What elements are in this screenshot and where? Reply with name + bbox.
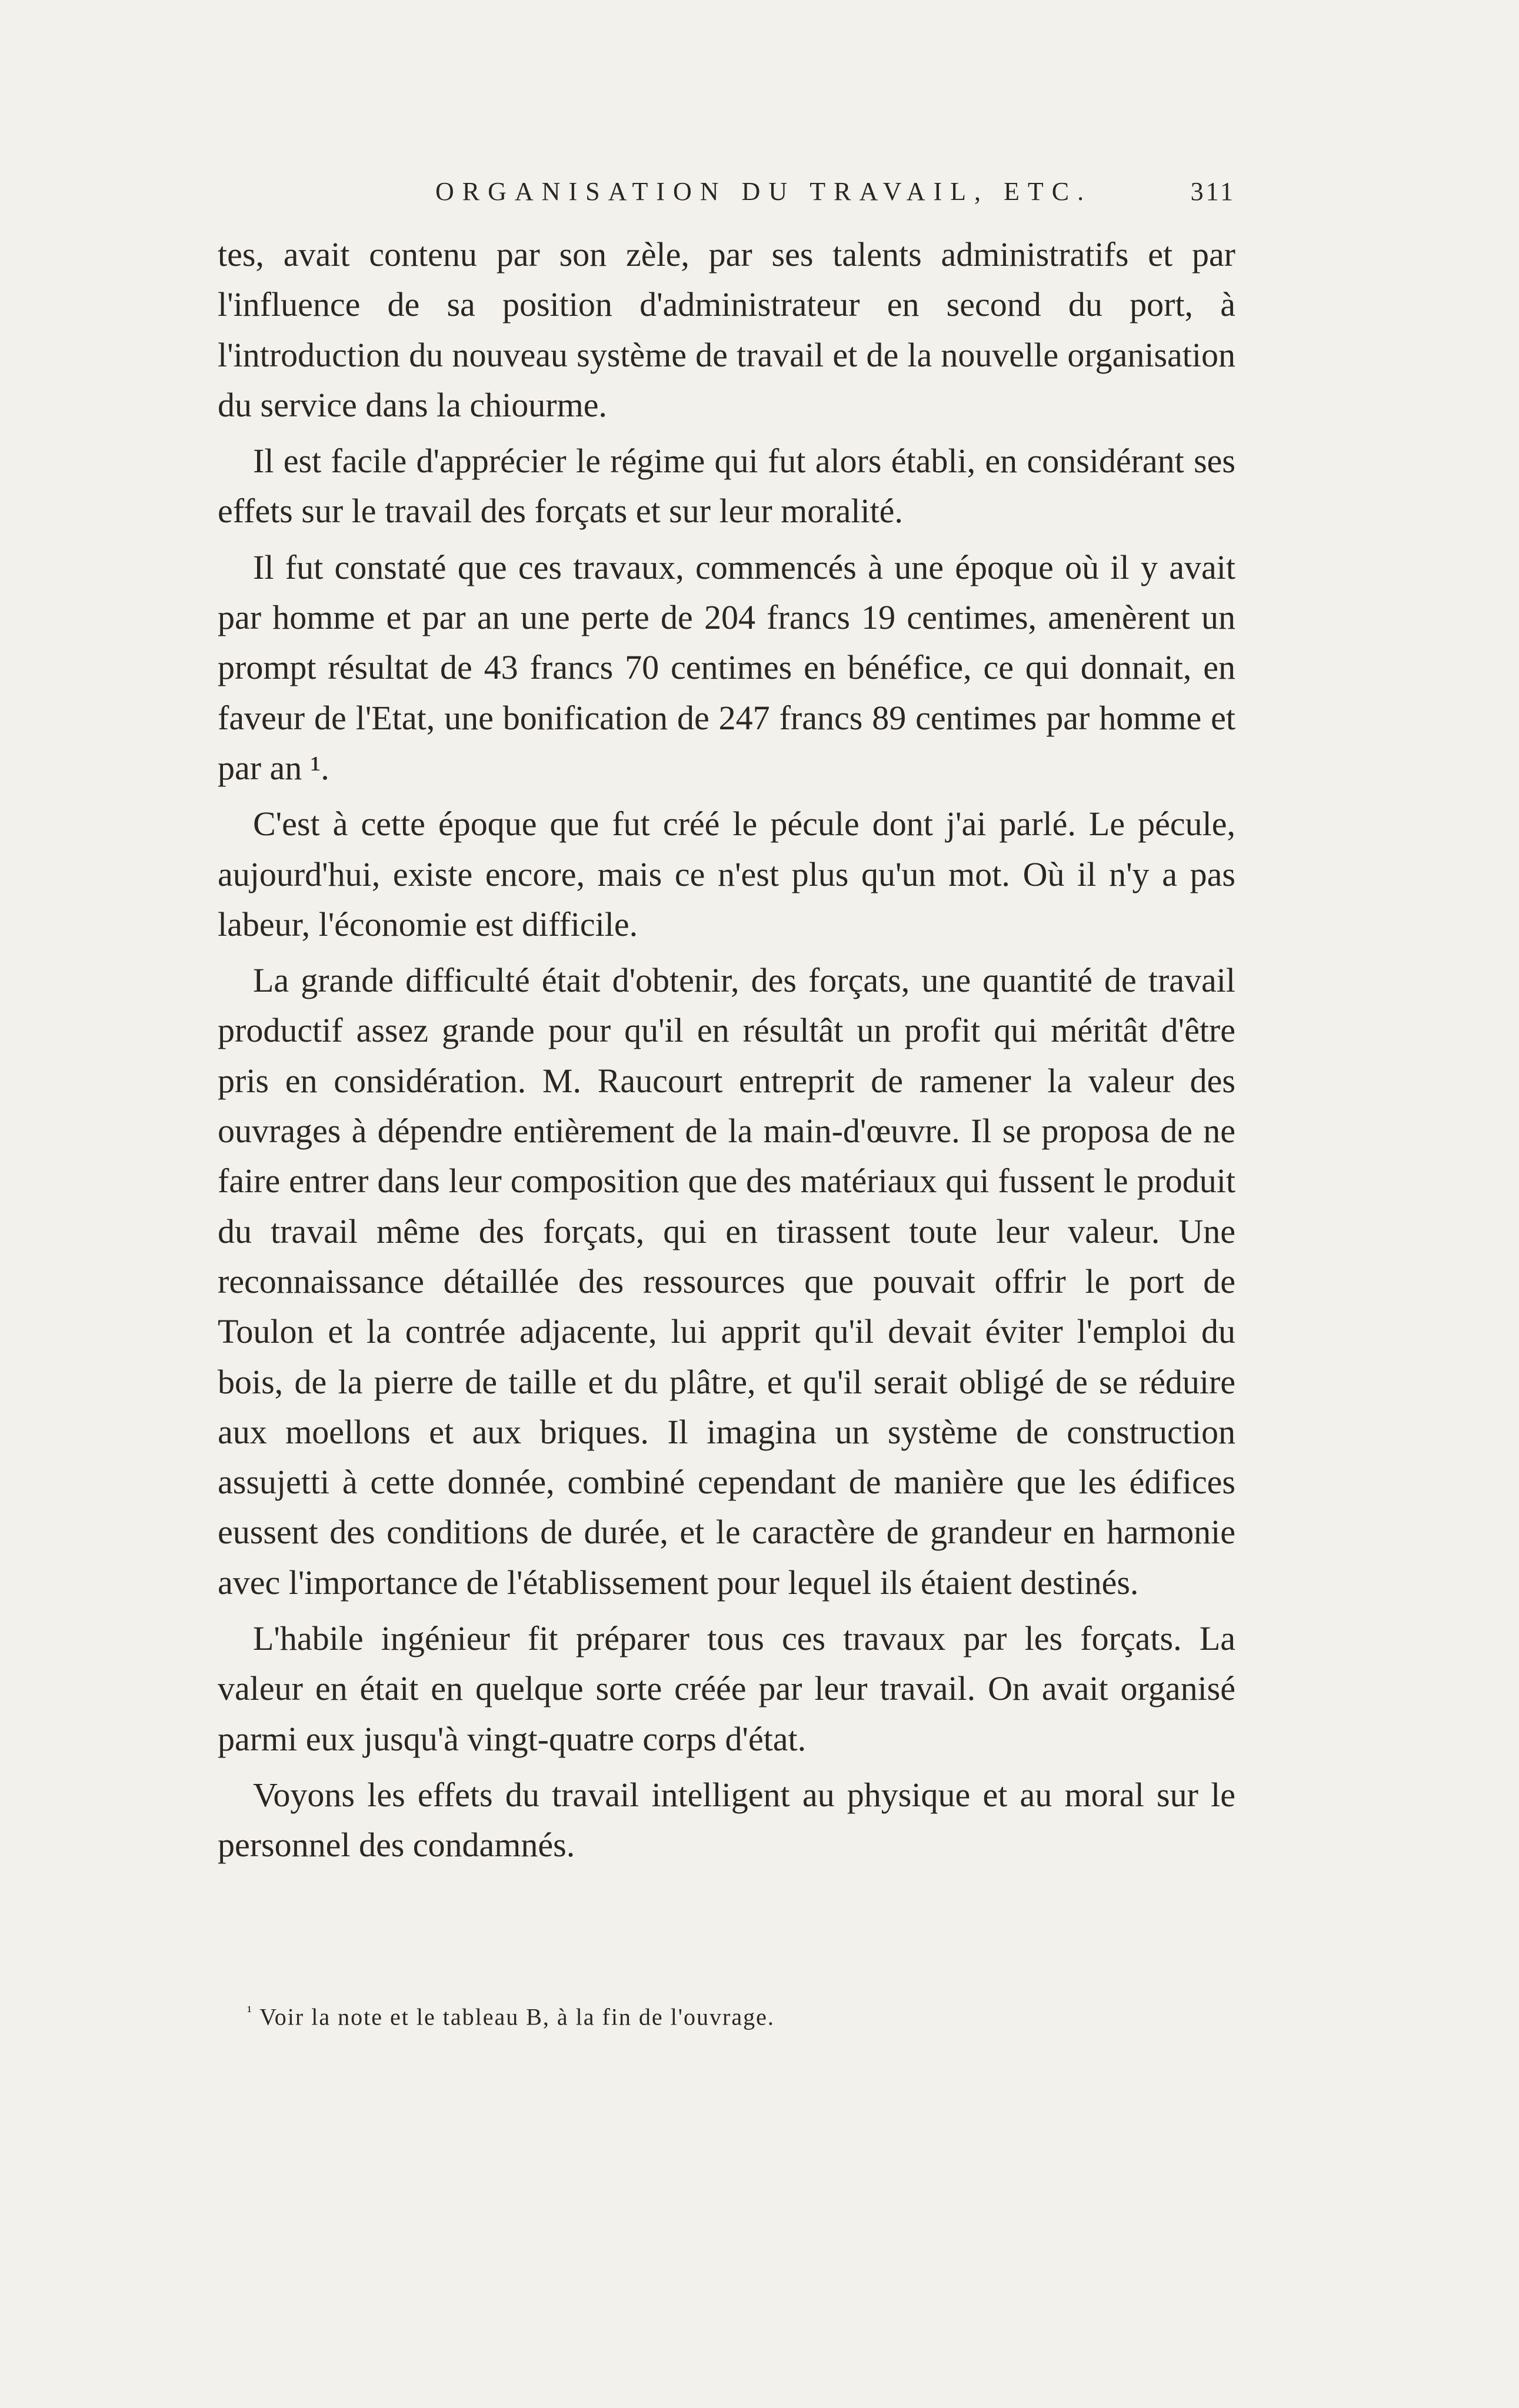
page-number: 311	[1190, 177, 1235, 206]
paragraph-6: L'habile ingénieur fit préparer tous ces travaux par les forçats. La valeur en était en quelque sorte créée par leur travail. On avait organisé parmi eux jusqu'à vingt-quatre corps d'état.	[218, 1619, 1235, 1758]
paragraph-2: Il est facile d'apprécier le régime qui fut alors établi, en considérant ses effets sur le travail des forçats et sur leur moralité.	[218, 442, 1235, 531]
paragraph-4: C'est à cette époque que fut créé le pécule dont j'ai parlé. Le pécule, aujourd'hui, existe encore, mais ce n'est plus qu'un mot. Où il n'y a pas labeur, l'économie est difficile.	[218, 805, 1235, 943]
footnote-text: Voir la note et le tableau B, à la fin de l'ouvrage.	[259, 2003, 775, 2030]
footnote-marker: ¹	[247, 2003, 253, 2020]
paragraph-3: Il fut constaté que ces travaux, commencés à une époque où il y avait par homme et par an une perte de 204 francs 19 centimes, amenèrent un prompt résultat de 43 francs 70 centimes en bénéfice, ce qui donnait, en faveur de l'Etat, une bonification de 247 francs 89 centimes par homme et par an ¹.	[218, 548, 1235, 787]
running-title: ORGANISATION DU TRAVAIL, ETC.	[435, 177, 1092, 206]
body-text	[218, 229, 1235, 1870]
paragraph-5: La grande difficulté était d'obtenir, des forçats, une quantité de travail productif assez grande pour qu'il en résultât un profit qui méritât d'être pris en considération. M. Raucourt entreprit de ramener la valeur des ouvrages à dépendre entièrement de la main-d'œuvre. Il se proposa de ne faire entrer dans leur composition que des matériaux qui fussent le produit du travail même des forçats, qui en tirassent toute leur valeur. Une reconnaissance détaillée des ressources que pouvait offrir le port de Toulon et la contrée adjacente, lui apprit qu'il devait éviter l'emploi du bois, de la pierre de taille et du plâtre, et qu'il serait obligé de se réduire aux moellons et aux briques. Il imagina un système de construction assujetti à cette donnée, combiné cependant de manière que les édifices eussent des conditions de durée, et le caractère de grandeur en harmonie avec l'importance de l'établissement pour lequel ils étaient destinés.	[218, 961, 1235, 1602]
paragraph-7: Voyons les effets du travail intelligent au physique et au moral sur le personnel des condamnés.	[218, 1775, 1235, 1865]
paragraph-1: tes, avait contenu par son zèle, par ses talents administratifs et par l'influence de sa position d'administrateur en second du port, à l'introduction du nouveau système de travail et de la nouvelle organisation du service dans la chiourme.	[218, 235, 1235, 424]
footnote	[247, 2003, 1265, 2030]
